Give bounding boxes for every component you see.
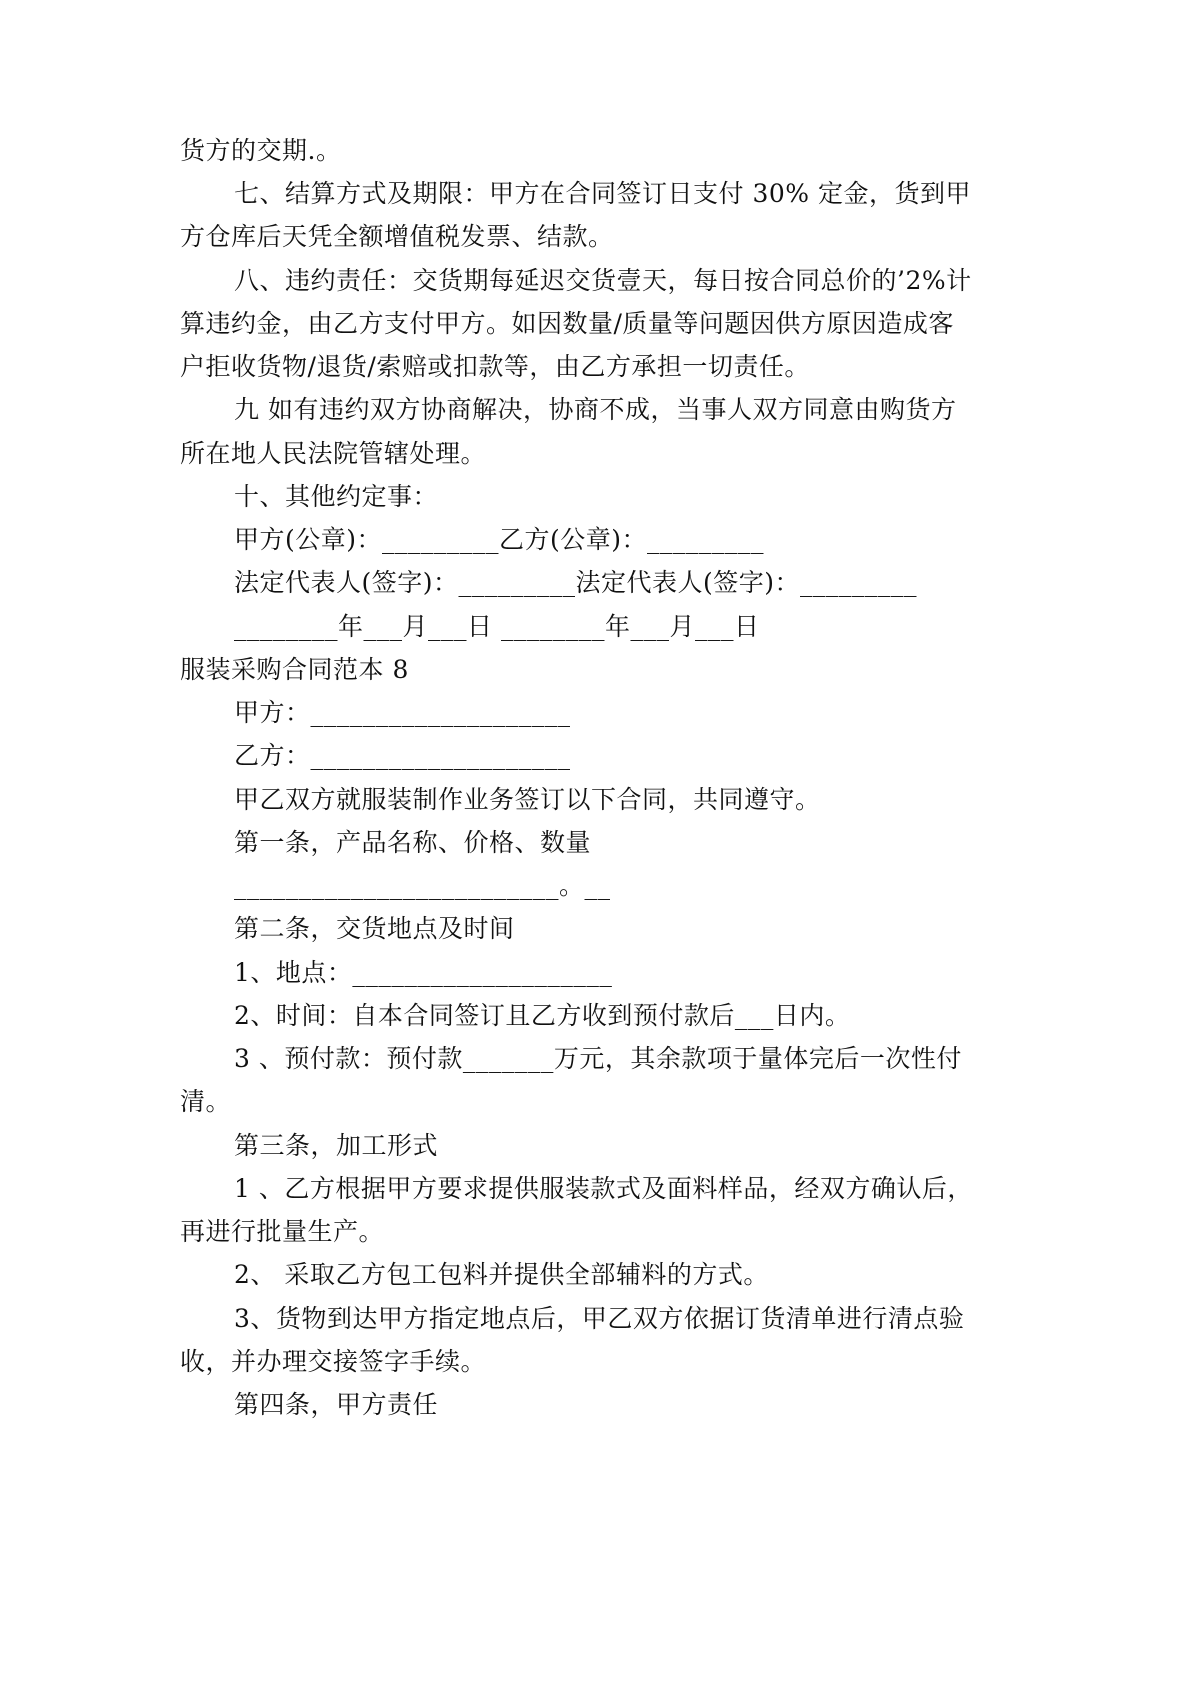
text-line: 再进行批量生产。	[180, 1217, 385, 1246]
party-a-line: 甲方：____________________	[234, 698, 571, 727]
party-b-line: 乙方：____________________	[234, 741, 571, 770]
text-line: 收，并办理交接签字手续。	[180, 1347, 487, 1376]
text-line: 七、结算方式及期限：甲方在合同签订日支付 30% 定金，货到甲	[234, 179, 971, 208]
text-line: 所在地人民法院管辖处理。	[180, 439, 487, 468]
article-heading: 第二条，交货地点及时间	[234, 914, 515, 943]
text-line: 1 、乙方根据甲方要求提供服装款式及面料样品，经双方确认后，	[234, 1174, 973, 1203]
text-line: 算违约金，由乙方支付甲方。如因数量/质量等问题因供方原因造成客	[180, 309, 954, 338]
article-heading: 第一条，产品名称、价格、数量	[234, 828, 592, 857]
text-line: 货方的交期.。	[180, 136, 342, 165]
text-line: 户拒收货物/退货/索赔或扣款等，由乙方承担一切责任。	[180, 352, 810, 381]
signature-line-date: ________年___月___日 ________年___月___日	[234, 612, 760, 641]
signature-line-representative: 法定代表人(签字)：_________法定代表人(签字)：_________	[234, 568, 918, 597]
text-line: 3、货物到达甲方指定地点后，甲乙双方依据订货清单进行清点验	[234, 1304, 965, 1333]
text-line: 清。	[180, 1087, 232, 1116]
text-line: 1、地点：____________________	[234, 958, 613, 987]
article-heading: 第四条，甲方责任	[234, 1390, 439, 1419]
text-line: 2、时间：自本合同签订且乙方收到预付款后___日内。	[234, 1001, 851, 1030]
text-line: 方仓库后天凭全额增值税发票、结款。	[180, 222, 614, 251]
blank-line: _________________________。__	[234, 871, 611, 900]
text-line: 2、 采取乙方包工包料并提供全部辅料的方式。	[234, 1260, 769, 1289]
text-line: 3 、预付款：预付款_______万元，其余款项于量体完后一次性付	[234, 1044, 962, 1073]
text-line: 八、违约责任：交货期每延迟交货壹天，每日按合同总价的’2%计	[234, 266, 972, 295]
signature-line-seal: 甲方(公章)：_________乙方(公章)：_________	[234, 525, 765, 554]
article-heading: 第三条，加工形式	[234, 1131, 439, 1160]
text-line: 甲乙双方就服装制作业务签订以下合同，共同遵守。	[234, 785, 821, 814]
section-title: 服装采购合同范本 8	[180, 655, 409, 684]
text-line: 九 如有违约双方协商解决，协商不成，当事人双方同意由购货方	[234, 395, 957, 424]
text-line: 十、其他约定事：	[234, 482, 439, 511]
